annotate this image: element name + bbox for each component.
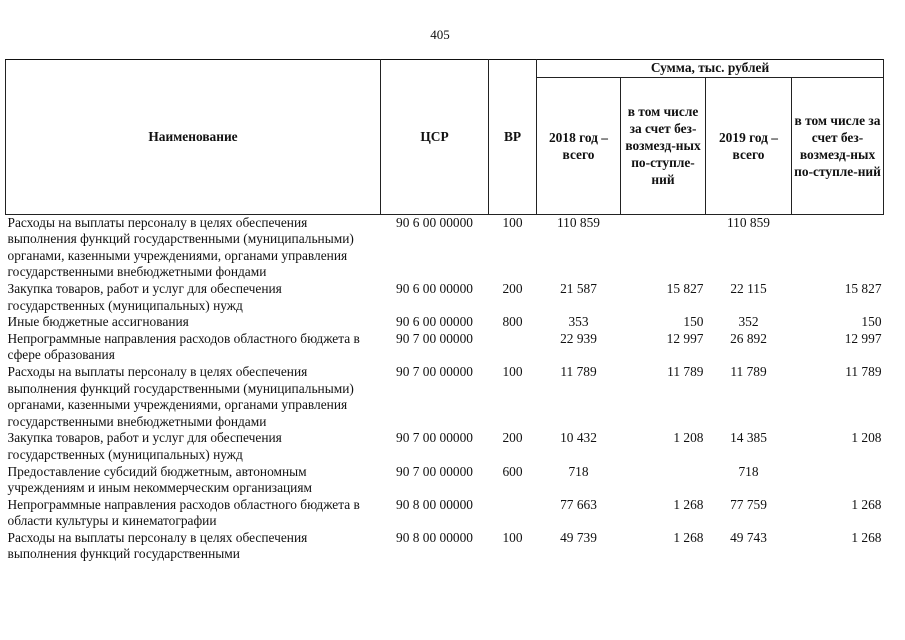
- row-2018-total: 49 739: [560, 529, 597, 545]
- row-2018-free: 150: [683, 314, 704, 330]
- header-name: Наименование: [6, 60, 381, 215]
- row-2018-free: [621, 464, 706, 497]
- row-name: Закупка товаров, работ и услуг для обеспечения государственных (муниципальных) нужд: [7, 280, 282, 313]
- header-2019-free: в том числе за счет без-возмезд-ных по-ступле-ний: [792, 77, 884, 214]
- budget-table: [5, 59, 884, 563]
- row-csr: 90 8 00 00000: [396, 496, 473, 512]
- header-2018-total: 2018 год – всего: [537, 77, 621, 214]
- table-row: [6, 331, 884, 364]
- table-row: [6, 464, 884, 497]
- row-2019-free: 1 208: [851, 430, 882, 446]
- row-vr: 600: [502, 463, 523, 479]
- table-row: [6, 497, 884, 530]
- row-csr: 90 7 00 00000: [396, 463, 473, 479]
- row-2019-total: 14 385: [730, 430, 767, 446]
- header-vr: ВР: [489, 60, 537, 215]
- row-csr: 90 7 00 00000: [396, 330, 473, 346]
- row-2019-total: 22 115: [730, 280, 767, 296]
- row-2018-total: 718: [568, 463, 589, 479]
- row-2019-free: 15 827: [844, 280, 882, 296]
- header-row-1: [6, 60, 884, 78]
- row-2019-total: 77 759: [730, 496, 767, 512]
- row-csr: 90 6 00 00000: [396, 280, 473, 296]
- row-2018-total: 353: [568, 314, 589, 330]
- row-2018-free: 15 827: [666, 280, 704, 296]
- row-vr: 200: [502, 430, 523, 446]
- row-vr: 100: [502, 363, 523, 379]
- row-vr: 800: [502, 314, 523, 330]
- row-vr: 100: [502, 529, 523, 545]
- row-2019-free: 12 997: [844, 330, 882, 346]
- row-2018-total: 110 859: [556, 214, 601, 230]
- row-2019-free: [792, 464, 884, 497]
- row-2018-free: 1 208: [673, 430, 704, 446]
- row-name: Закупка товаров, работ и услуг для обеспечения государственных (муниципальных) нужд: [7, 430, 282, 462]
- row-2018-free: 12 997: [666, 330, 704, 346]
- table-row: [6, 214, 884, 281]
- row-name: Расходы на выплаты персоналу в целях обеспечения выполнения функций государственными (муниципальными) органами, казенными учреждениями, органами управления государственными внебюджетными фондами: [7, 363, 354, 429]
- table-row: [6, 364, 884, 430]
- row-2019-total: 26 892: [730, 330, 767, 346]
- row-2019-total: 110 859: [726, 214, 771, 230]
- row-csr: 90 8 00 00000: [396, 529, 473, 545]
- row-2018-total: 11 789: [560, 363, 597, 379]
- row-2018-total: 21 587: [560, 280, 597, 296]
- row-vr: 200: [502, 280, 523, 296]
- row-2019-total: 49 743: [730, 529, 767, 545]
- row-2018-free: 11 789: [667, 363, 704, 379]
- page-number: 405: [430, 27, 450, 42]
- row-csr: 90 7 00 00000: [396, 430, 473, 446]
- row-csr: 90 6 00 00000: [396, 314, 473, 330]
- row-2018-total: 10 432: [560, 430, 597, 446]
- row-name: Предоставление субсидий бюджетным, автономным учреждениям и иным некоммерческим организациям: [7, 463, 312, 496]
- row-2018-total: 77 663: [560, 496, 597, 512]
- row-2019-free: [792, 214, 884, 281]
- header-2019-total: 2019 год – всего: [706, 77, 792, 214]
- row-vr: [489, 331, 537, 364]
- table-row: [6, 281, 884, 314]
- row-name: Расходы на выплаты персоналу в целях обеспечения выполнения функций государственными (муниципальными) органами, казенными учреждениями, органами управления государственными внебюджетными фондами: [7, 214, 354, 280]
- row-2019-free: 150: [861, 314, 882, 330]
- row-name: Непрограммные направления расходов областного бюджета в области культуры и кинематографии: [7, 496, 360, 529]
- table-row: [6, 314, 884, 331]
- row-name: Расходы на выплаты персоналу в целях обеспечения выполнения функций государственными: [7, 529, 308, 562]
- row-2019-free: 1 268: [851, 529, 882, 545]
- header-2018-free: в том числе за счет без-возмезд-ных по-ступле-ний: [621, 77, 706, 214]
- row-2018-total: 22 939: [560, 330, 597, 346]
- row-name: Иные бюджетные ассигнования: [7, 314, 189, 330]
- row-2019-free: 1 268: [851, 496, 882, 512]
- row-2018-free: 1 268: [673, 529, 704, 545]
- row-2018-free: 1 268: [673, 496, 704, 512]
- row-2019-free: 11 789: [845, 363, 882, 379]
- row-2019-total: 11 789: [730, 363, 767, 379]
- row-2019-total: 718: [738, 463, 759, 479]
- row-2019-total: 352: [738, 314, 759, 330]
- row-name: Непрограммные направления расходов областного бюджета в сфере образования: [7, 330, 360, 363]
- header-sum-group: Сумма, тыс. рублей: [537, 60, 884, 78]
- row-2018-free: [621, 214, 706, 281]
- header-csr: ЦСР: [381, 60, 489, 215]
- row-vr: [489, 497, 537, 530]
- row-csr: 90 6 00 00000: [396, 214, 473, 230]
- row-csr: 90 7 00 00000: [396, 363, 473, 379]
- row-vr: 100: [502, 214, 523, 230]
- table-row: [6, 430, 884, 463]
- table-row: [6, 530, 884, 563]
